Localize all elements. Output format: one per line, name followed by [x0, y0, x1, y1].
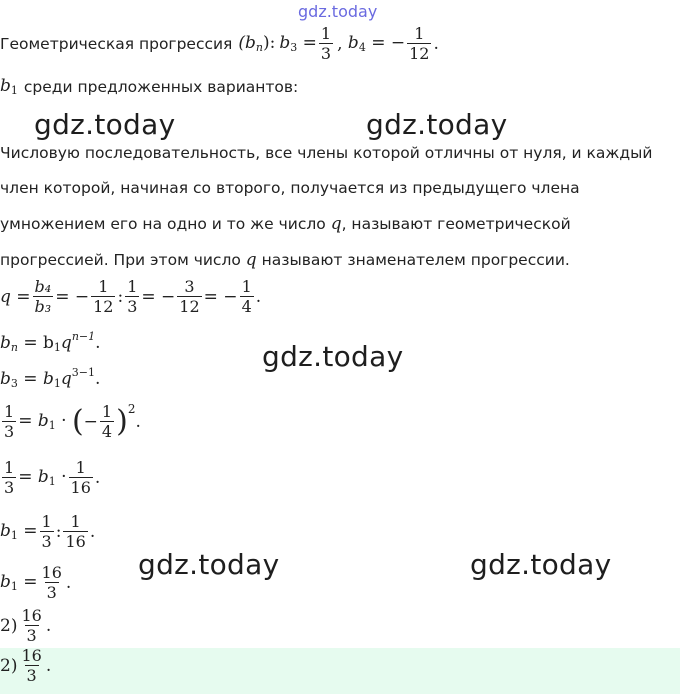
q-frac-5: $\frac{1}{4}$	[241, 277, 252, 316]
watermark: gdz.today	[138, 548, 280, 581]
equation-4: $b_1$ = $\frac{16}{3}$ .	[0, 563, 72, 602]
watermark: gdz.today	[262, 340, 404, 373]
bn-formula: $b_n = b_1q^{n-1}$.	[0, 330, 101, 354]
task-line-2	[0, 76, 298, 97]
equation-2: $\frac{1}{3}$ = $b_1$ · $\frac{1}{16}$ .	[4, 458, 101, 497]
b1-var: $b_1$	[0, 76, 18, 97]
b4-term: $b_4$ = −	[347, 33, 406, 54]
theory-line-4: прогрессией. При этом число q называют знаменателем прогрессии.	[0, 250, 570, 270]
eq1-inner: $\frac{1}{4}$	[101, 402, 113, 441]
b3-formula: $b_3 = b_1q^{3-1}$.	[0, 366, 101, 390]
q-frac-1: $\frac{\text{b₄}}{\text{b₃}}$	[34, 277, 52, 316]
equation-3: $b_1$ = $\frac{1}{3}$ : $\frac{1}{16}$ .	[0, 512, 96, 551]
final-answer: 2) $\frac{16}{3}$ .	[0, 646, 52, 685]
watermark: gdz.today	[366, 108, 508, 141]
q-frac-3: $\frac{1}{3}$	[127, 277, 138, 316]
task-line-1: Геометрическая прогрессия $(b_n)$: $b_3$ = $\frac{1}{3}$ , $b_4$ = − $\frac{1}{12}$ .	[0, 24, 439, 63]
q-frac-2: $\frac{1}{12}$	[93, 277, 114, 316]
sequence-name: $(b_n)$:	[238, 33, 276, 54]
eq1-lhs: $\frac{1}{3}$	[4, 402, 15, 441]
equation-1: $\frac{1}{3}$ = $b_1$ · ( − $\frac{1}{4}$ ) 2 .	[4, 402, 141, 441]
task-intro: Геометрическая прогрессия	[0, 34, 233, 53]
b3-value: $\frac{1}{3}$	[320, 24, 332, 63]
q-equation: q = $\frac{\text{b₄}}{\text{b₃}}$ = − $\frac{1}{12}$ : $\frac{1}{3}$ = − $\frac{3}{12}$ = − $\frac{1}{4}$ .	[0, 277, 262, 316]
theory-line-1: Числовую последовательность, все члены которой отличны от нуля, и каждый	[0, 144, 653, 162]
watermark: gdz.today	[34, 108, 176, 141]
task-line-2-text: среди предложенных вариантов:	[23, 77, 299, 96]
site-logo[interactable]: gdz.today	[298, 2, 378, 21]
watermark: gdz.today	[470, 548, 612, 581]
solution-answer: 2) $\frac{16}{3}$ .	[0, 606, 52, 645]
theory-line-2: член которой, начиная со второго, получается из предыдущего члена	[0, 179, 580, 197]
answer-highlight	[0, 648, 680, 694]
b3-term: $b_3$ =	[279, 33, 317, 54]
q-frac-4: $\frac{3}{12}$	[179, 277, 200, 316]
b4-value: $\frac{1}{12}$	[409, 24, 430, 63]
theory-line-3: умножением его на одно и то же число q, называют геометрической	[0, 214, 571, 234]
